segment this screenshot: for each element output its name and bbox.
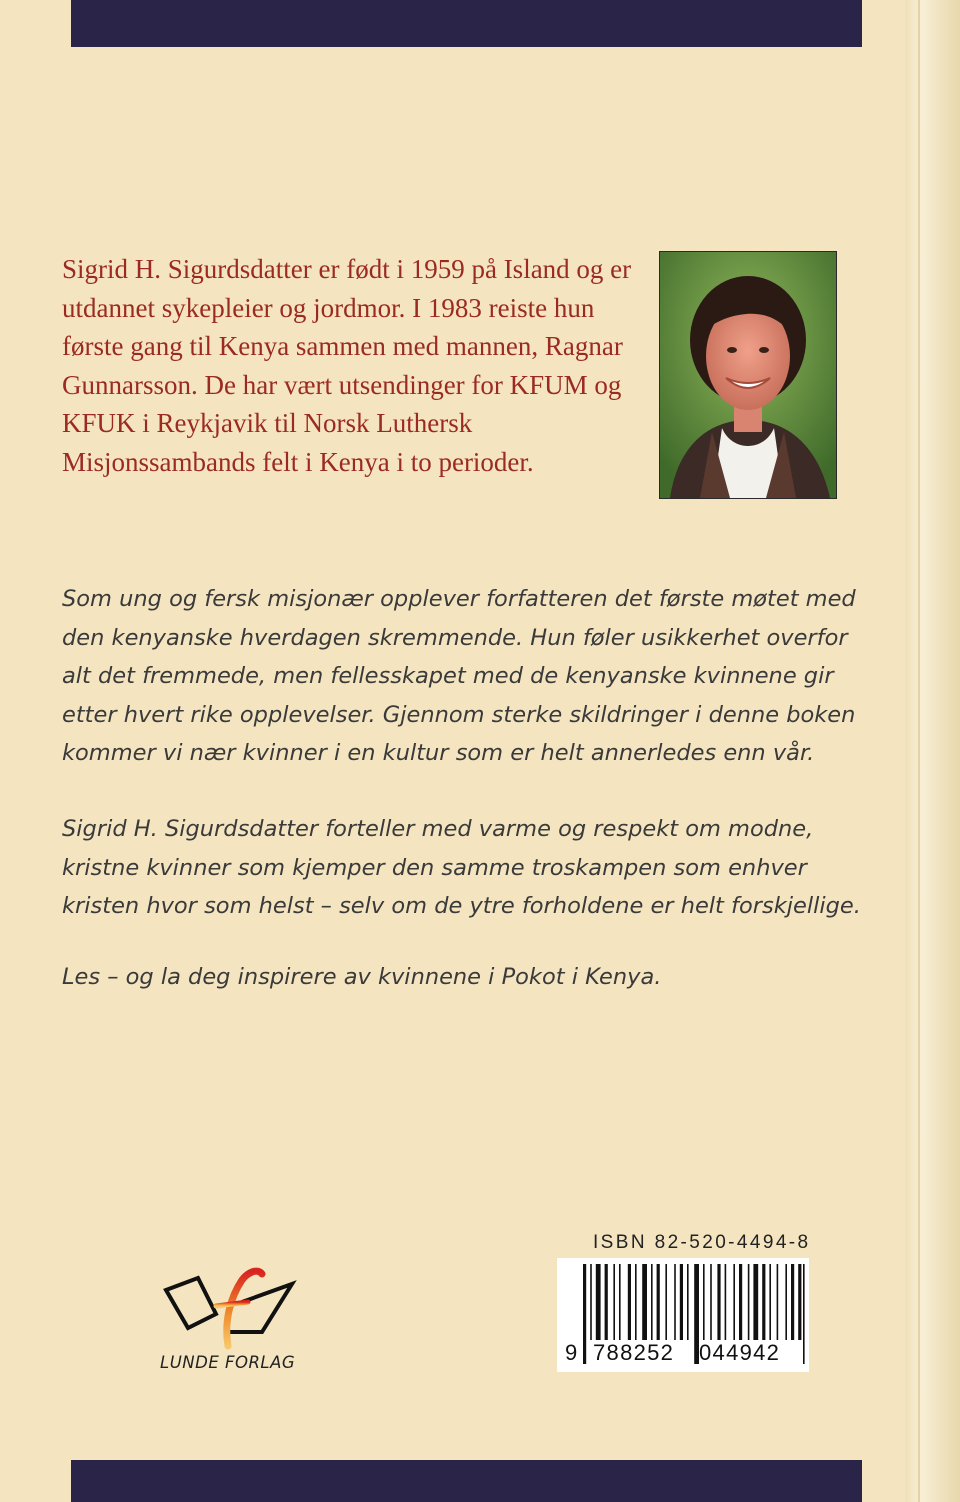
barcode-bar	[583, 1264, 586, 1364]
barcode-bar	[798, 1264, 801, 1340]
barcode-bar	[710, 1264, 712, 1340]
ean-left-group: 788252	[593, 1340, 675, 1365]
blurb-paragraph: Som ung og fersk misjonær opplever forfatteren det første møtet med den kenyanske hverdagen skremmende. Hun føler usikkerhet overfor alt det fremmede, men fellesskapet med de kenyanske kvinnene gir etter hvert rike opplevelser. Gjennom sterke skildringer i denne boken kommer vi nær kvinner i en kultur som er helt annerledes enn vår.	[62, 586, 856, 766]
barcode-bar	[785, 1264, 787, 1340]
barcode-bar	[590, 1264, 592, 1340]
publisher-name: LUNDE FORLAG	[160, 1353, 296, 1372]
barcode-bar	[725, 1264, 727, 1340]
barcode-bar	[753, 1264, 758, 1340]
open-book-f-logo-icon	[158, 1262, 300, 1354]
barcode-bar	[619, 1264, 621, 1340]
author-photo	[659, 251, 837, 499]
top-band	[71, 0, 862, 47]
barcode-bar	[791, 1264, 794, 1340]
barcode-bar	[680, 1264, 683, 1340]
ean-right-group: 044942	[699, 1340, 781, 1365]
barcode-bar	[635, 1264, 637, 1340]
author-portrait-icon	[660, 252, 836, 498]
bottom-band	[71, 1460, 862, 1502]
barcode-bar	[687, 1264, 689, 1340]
barcode-bar	[717, 1264, 720, 1340]
ean-first-digit: 9	[565, 1340, 578, 1365]
barcode-bar	[613, 1264, 615, 1340]
blurb-paragraph: Les – og la deg inspirere av kvinnene i Pokot i Kenya.	[62, 964, 662, 990]
barcode-bar	[739, 1264, 742, 1340]
barcode-bar	[628, 1264, 631, 1340]
barcode-bar	[769, 1264, 771, 1340]
barcode-bar	[674, 1264, 676, 1340]
barcode-bar	[596, 1264, 601, 1340]
barcode-bar	[777, 1264, 779, 1340]
barcode-bar	[651, 1264, 653, 1340]
page-edge-line	[918, 0, 920, 1502]
barcode-bar	[657, 1264, 660, 1340]
barcode	[557, 1258, 809, 1372]
page-edge	[905, 0, 960, 1502]
barcode-bar	[665, 1264, 667, 1340]
barcode-bar	[703, 1264, 705, 1340]
barcode-bar	[748, 1264, 750, 1340]
barcode-bar	[642, 1264, 647, 1340]
barcode-bar	[762, 1264, 765, 1340]
author-bio: Sigrid H. Sigurdsdatter er født i 1959 på Island og er utdannet sykepleier og jordmor. I 1983 reiste hun første gang til Kenya sammen med mannen, Ragnar Gunnarsson. De har vært utsendinger for KFUM og KFUK i Reykjavik til Norsk Luthersk Misjonssambands felt i Kenya i to perioder.	[62, 254, 632, 477]
barcode-bar	[733, 1264, 735, 1340]
isbn-label: ISBN 82-520-4494-8	[593, 1232, 811, 1253]
barcode-bar	[605, 1264, 608, 1340]
blurb-paragraph: Sigrid H. Sigurdsdatter forteller med varme og respekt om modne, kristne kvinner som kjemper den samme troskampen som enhver kristen hvor som helst – selv om de ytre forholdene er helt forskjellige.	[62, 816, 861, 919]
barcode-bar	[803, 1264, 805, 1364]
